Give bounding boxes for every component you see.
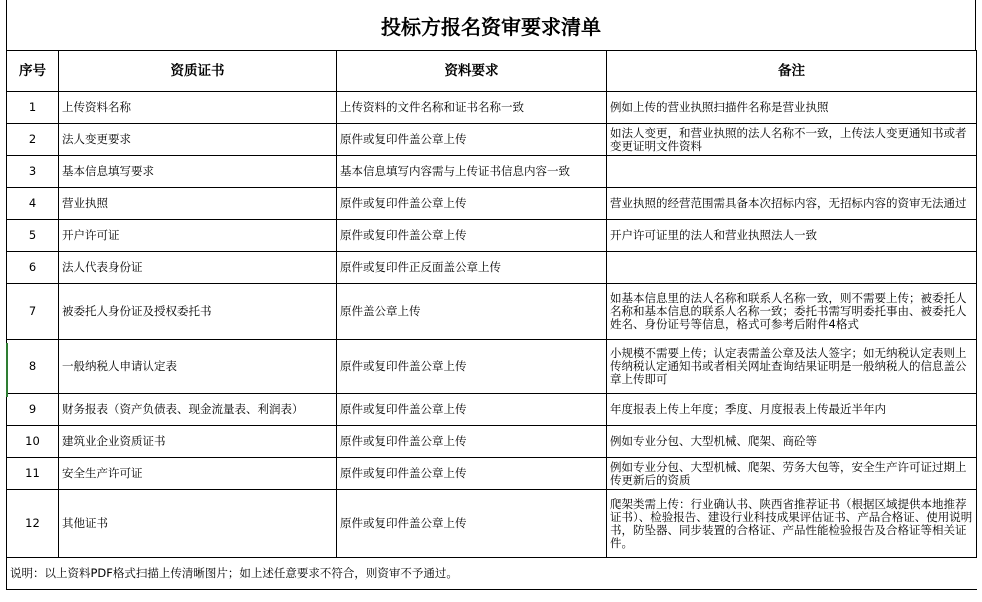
cell-req[interactable]: 原件盖公章上传	[337, 284, 607, 340]
table-row	[7, 156, 977, 188]
table-header-row	[7, 51, 977, 92]
cell-num[interactable]: 2	[7, 124, 59, 156]
cell-req[interactable]: 原件或复印件盖公章上传	[337, 490, 607, 558]
table-row	[7, 92, 977, 124]
page-title: 投标方报名资审要求清单	[6, 0, 976, 51]
cell-cert[interactable]: 安全生产许可证	[59, 458, 337, 490]
cell-num[interactable]: 4	[7, 188, 59, 220]
cell-cert[interactable]: 法人代表身份证	[59, 252, 337, 284]
table-row	[7, 426, 977, 458]
cell-num[interactable]: 7	[7, 284, 59, 340]
cell-note[interactable]: 小规模不需要上传；认定表需盖公章及法人签字；如无纳税认定表则上传纳税认定通知书或者相关网址查询结果证明是一般纳税人的信息盖公章上传即可	[607, 340, 977, 394]
cell-cert[interactable]: 其他证书	[59, 490, 337, 558]
cell-note[interactable]: 年度报表上传上年度；季度、月度报表上传最近半年内	[607, 394, 977, 426]
cell-cert[interactable]: 建筑业企业资质证书	[59, 426, 337, 458]
table-row	[7, 394, 977, 426]
cell-req[interactable]: 基本信息填写内容需与上传证书信息内容一致	[337, 156, 607, 188]
selected-row-indicator	[6, 343, 8, 397]
column-header-cert: 资质证书	[59, 51, 337, 92]
cell-num[interactable]: 11	[7, 458, 59, 490]
column-header-req: 资料要求	[337, 51, 607, 92]
cell-num[interactable]: 1	[7, 92, 59, 124]
cell-req[interactable]: 原件或复印件盖公章上传	[337, 188, 607, 220]
cell-num[interactable]: 10	[7, 426, 59, 458]
column-header-num: 序号	[7, 51, 59, 92]
cell-req[interactable]: 上传资料的文件名称和证书名称一致	[337, 92, 607, 124]
cell-num[interactable]: 9	[7, 394, 59, 426]
column-header-note: 备注	[607, 51, 977, 92]
cell-req[interactable]: 原件或复印件盖公章上传	[337, 340, 607, 394]
cell-req[interactable]: 原件或复印件盖公章上传	[337, 124, 607, 156]
table-row	[7, 220, 977, 252]
table-row	[7, 340, 977, 394]
cell-num[interactable]: 12	[7, 490, 59, 558]
cell-note[interactable]: 例如专业分包、大型机械、爬架、商砼等	[607, 426, 977, 458]
cell-req[interactable]: 原件或复印件盖公章上传	[337, 426, 607, 458]
cell-note[interactable]: 如基本信息里的法人名称和联系人名称一致，则不需要上传；被委托人名称和基本信息的联系人名称一致；委托书需写明委托事由、被委托人姓名、身份证号等信息，格式可参考后附件4格式	[607, 284, 977, 340]
cell-note[interactable]	[607, 252, 977, 284]
cell-num[interactable]: 8	[7, 340, 59, 394]
footer-note[interactable]: 说明：以上资料PDF格式扫描上传清晰图片；如上述任意要求不符合，则资审不予通过。	[7, 558, 977, 590]
cell-cert[interactable]: 法人变更要求	[59, 124, 337, 156]
cell-cert[interactable]: 开户许可证	[59, 220, 337, 252]
cell-note[interactable]: 例如专业分包、大型机械、爬架、劳务大包等，安全生产许可证过期上传更新后的资质	[607, 458, 977, 490]
cell-num[interactable]: 3	[7, 156, 59, 188]
cell-note[interactable]	[607, 156, 977, 188]
spreadsheet	[6, 0, 982, 602]
cell-num[interactable]: 6	[7, 252, 59, 284]
table-row	[7, 458, 977, 490]
cell-note[interactable]: 开户许可证里的法人和营业执照法人一致	[607, 220, 977, 252]
footer-note-row	[7, 558, 977, 590]
cell-cert[interactable]: 基本信息填写要求	[59, 156, 337, 188]
cell-cert[interactable]: 被委托人身份证及授权委托书	[59, 284, 337, 340]
cell-note[interactable]: 如法人变更，和营业执照的法人名称不一致，上传法人变更通知书或者变更证明文件资料	[607, 124, 977, 156]
cell-cert[interactable]: 一般纳税人申请认定表	[59, 340, 337, 394]
table-row	[7, 188, 977, 220]
table-row	[7, 124, 977, 156]
cell-cert[interactable]: 营业执照	[59, 188, 337, 220]
cell-req[interactable]: 原件或复印件盖公章上传	[337, 458, 607, 490]
cell-cert[interactable]: 上传资料名称	[59, 92, 337, 124]
cell-note[interactable]: 爬架类需上传：行业确认书、陕西省推荐证书（根据区域提供本地推荐证书）、检验报告、建设行业科技成果评估证书、产品合格证、使用说明书，防坠器、同步装置的合格证、产品性能检验报告及合格证等相关证件。	[607, 490, 977, 558]
cell-req[interactable]: 原件或复印件盖公章上传	[337, 394, 607, 426]
table-row	[7, 490, 977, 558]
cell-num[interactable]: 5	[7, 220, 59, 252]
cell-note[interactable]: 营业执照的经营范围需具备本次招标内容，无招标内容的资审无法通过	[607, 188, 977, 220]
cell-cert[interactable]: 财务报表（资产负债表、现金流量表、利润表）	[59, 394, 337, 426]
requirements-table	[6, 50, 977, 590]
table-row	[7, 284, 977, 340]
table-row	[7, 252, 977, 284]
cell-note[interactable]: 例如上传的营业执照扫描件名称是营业执照	[607, 92, 977, 124]
cell-req[interactable]: 原件或复印件正反面盖公章上传	[337, 252, 607, 284]
cell-req[interactable]: 原件或复印件盖公章上传	[337, 220, 607, 252]
